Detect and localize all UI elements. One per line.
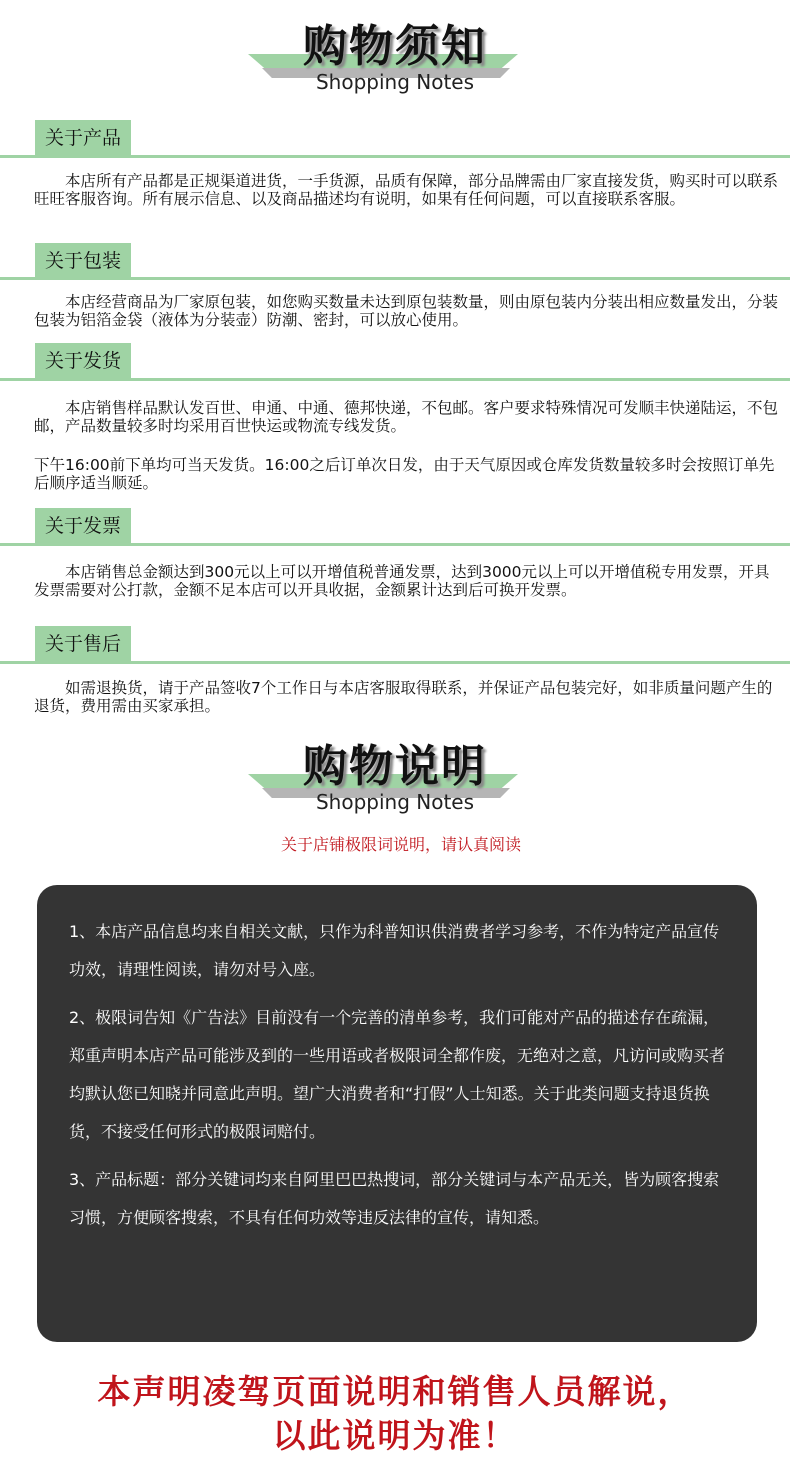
section-paragraph: 本店销售总金额达到300元以上可以开增值税普通发票，达到3000元以上可以开增值税专用发票，开具发票需要对公打款，金额不足本店可以开具收据，金额累计达到后可换开发票。: [34, 563, 770, 599]
section-heading: 购物说明: [303, 741, 487, 792]
notice-text: 关于店铺极限词说明，请认真阅读: [280, 835, 521, 854]
section-title: 关于发票: [35, 508, 131, 543]
section-title: 关于产品: [35, 120, 131, 155]
statement-box: [37, 885, 757, 1342]
page-title: 购物须知: [303, 21, 487, 72]
section-paragraph: 本店所有产品都是正规渠道进货，一手货源，品质有保障，部分品牌需由厂家直接发货，购买时可以联系旺旺客服咨询。所有展示信息、以及商品描述均有说明，如果有任何问题，可以直接联系客服。: [34, 172, 779, 208]
section-title: 关于包装: [35, 243, 131, 278]
final-declaration-line1: 本声明凌驾页面说明和销售人员解说，: [97, 1372, 693, 1411]
section-divider: [0, 277, 790, 280]
section-divider: [0, 155, 790, 158]
section-divider: [0, 378, 790, 381]
section-divider: [0, 543, 790, 546]
section-title: 关于发货: [35, 343, 131, 378]
section-paragraph: 本店经营商品为厂家原包装，如您购买数量未达到原包装数量，则由原包装内分装出相应数量发出，分装包装为铝箔金袋（液体为分装壶）防潮、密封，可以放心使用。: [34, 293, 779, 329]
section-paragraph: 本店销售样品默认发百世、申通、中通、德邦快递，不包邮。客户要求特殊情况可发顺丰快递陆运，不包邮，产品数量较多时均采用百世快运或物流专线发货。: [34, 399, 779, 435]
statement-item: 1、本店产品信息均来自相关文献，只作为科普知识供消费者学习参考，不作为特定产品宣传功效，请理性阅读，请勿对号入座。: [69, 922, 720, 979]
final-declaration-line2: 以此说明为准！: [272, 1416, 518, 1455]
statement-item: 2、极限词告知《广告法》目前没有一个完善的清单参考，我们可能对产品的描述存在疏漏，郑重声明本店产品可能涉及到的一些用语或者极限词全都作废，无绝对之意，凡访问或购买者均默认您已知晓并同意此声明。望广大消费者和“打假”人士知悉。关于此类问题支持退货换货，不接受任何形式的极限词赔付。: [69, 1008, 726, 1141]
section-title: 关于售后: [35, 626, 131, 661]
page-subtitle: Shopping Notes: [315, 70, 475, 94]
statement-item: 3、产品标题：部分关键词均来自阿里巴巴热搜词，部分关键词与本产品无关，皆为顾客搜索习惯，方便顾客搜索，不具有任何功效等违反法律的宣传，请知悉。: [69, 1170, 720, 1227]
section-paragraph: 下午16:00前下单均可当天发货。16:00之后订单次日发，由于天气原因或仓库发货数量较多时会按照订单先后顺序适当顺延。: [34, 456, 775, 492]
section-subheading: Shopping Notes: [315, 790, 475, 814]
section-divider: [0, 661, 790, 664]
section-paragraph: 如需退换货，请于产品签收7个工作日与本店客服取得联系，并保证产品包装完好，如非质量问题产生的退货，费用需由买家承担。: [34, 679, 773, 715]
